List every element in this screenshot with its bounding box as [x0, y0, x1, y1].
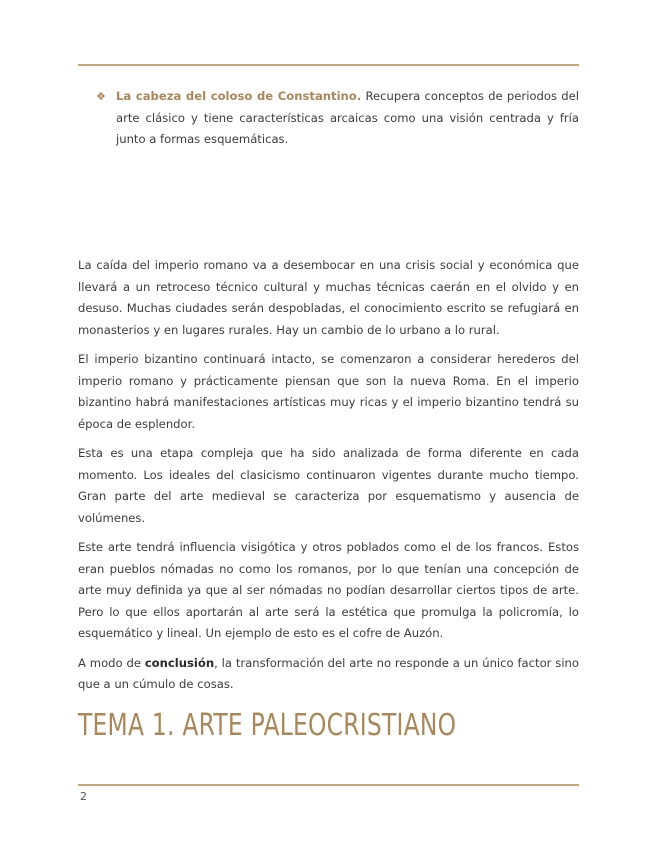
conclusion-keyword: conclusión — [144, 655, 215, 670]
paragraph: Esta es una etapa compleja que ha sido analizada de forma diferente en cada momento. Los ideales del clasicismo continuaron vigentes durante mucho tiempo. Gran parte del arte medieval se caracteriza por esquematismo y ausencia de volúmenes. — [78, 446, 579, 525]
header-rule — [78, 64, 579, 66]
page-number: 2 — [80, 790, 87, 803]
paragraph: Este arte tendrá influencia visigótica y otros poblados como el de los francos. Estos eran pueblos nómadas no como los romanos, por lo que tenían una concepción de arte muy definida ya que al ser nómadas no podían desarrollar ciertos tipos de arte. Pero lo que ellos aportarán al arte será la estética que promulga la policromía, lo esquemático y lineal. Un ejemplo de esto es el cofre de Auzón. — [78, 540, 579, 640]
bullet-body: Recupera conceptos de periodos del arte clásico y tiene características arcaicas como una visión centrada y fría junto a formas esquemáticas. — [116, 89, 579, 146]
conclusion-paragraph — [78, 653, 579, 696]
diamond-bullet-icon: ❖ — [96, 90, 106, 103]
body-text — [78, 255, 579, 704]
bullet-text — [116, 86, 579, 151]
bullet-item — [96, 86, 579, 151]
paragraph: La caída del imperio romano va a desembocar en una crisis social y económica que llevará a un retroceso técnico cultural y muchas técnicas caerán en el olvido y en desuso. Muchas ciudades serán despobladas, el conocimiento escrito se refugiará en monasterios y en lugares rurales. Hay un cambio de lo urbano a lo rural. — [78, 258, 579, 337]
footer-rule — [78, 784, 579, 786]
section-heading: TEMA 1. ARTE PALEOCRISTIANO — [78, 708, 457, 743]
conclusion-prefix: A modo de — [78, 655, 145, 670]
paragraph: El imperio bizantino continuará intacto, se comenzaron a considerar herederos del imperio romano y prácticamente piensan que son la nueva Roma. En el imperio bizantino habrá manifestaciones artísticas muy ricas y el imperio bizantino tendrá su época de esplendor. — [78, 352, 579, 431]
bullet-lead: La cabeza del coloso de Constantino. — [116, 89, 362, 103]
conclusion-suffix: , la transformación del arte no responde a un único factor sino que a un cúmulo de cosas. — [78, 655, 579, 691]
